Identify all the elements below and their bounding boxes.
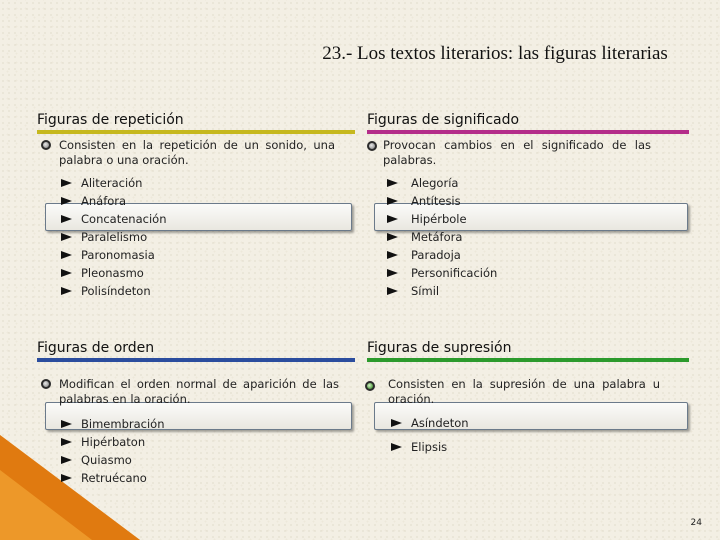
arrow-bullet-icon bbox=[61, 269, 72, 277]
bullet-icon bbox=[41, 379, 51, 389]
heading-orden: Figuras de orden bbox=[37, 340, 155, 356]
arrow-bullet-icon bbox=[391, 443, 402, 451]
rule-repeticion bbox=[37, 130, 355, 134]
corner-decoration-inner bbox=[0, 470, 92, 540]
description-repeticion: Consisten en la repetición de un sonido, una palabra o una oración. bbox=[59, 138, 335, 167]
arrow-bullet-icon bbox=[387, 269, 398, 277]
arrow-bullet-icon bbox=[61, 474, 72, 482]
arrow-bullet-icon bbox=[387, 287, 398, 295]
description-orden: Modifican el orden normal de aparición de las palabras en la oración. bbox=[59, 377, 339, 406]
heading-significado: Figuras de significado bbox=[367, 112, 520, 128]
arrow-bullet-icon bbox=[61, 287, 72, 295]
rule-significado bbox=[367, 130, 689, 134]
arrow-bullet-icon bbox=[387, 179, 398, 187]
description-supresion: Consisten en la supresión de una palabra u oración. bbox=[388, 377, 660, 406]
arrow-bullet-icon bbox=[387, 215, 398, 223]
heading-supresion: Figuras de supresión bbox=[367, 340, 512, 356]
arrow-bullet-icon bbox=[61, 438, 72, 446]
page-number: 24 bbox=[690, 518, 702, 528]
slide-title: 23.- Los textos literarios: las figuras literarias bbox=[322, 43, 668, 64]
arrow-bullet-icon bbox=[61, 197, 72, 205]
arrow-bullet-icon bbox=[61, 215, 72, 223]
heading-repeticion: Figuras de repetición bbox=[37, 112, 184, 128]
arrow-bullet-icon bbox=[387, 233, 398, 241]
rule-orden bbox=[37, 358, 355, 362]
bullet-icon bbox=[365, 381, 375, 391]
arrow-bullet-icon bbox=[61, 179, 72, 187]
arrow-bullet-icon bbox=[387, 251, 398, 259]
arrow-bullet-icon bbox=[391, 419, 402, 427]
arrow-bullet-icon bbox=[61, 251, 72, 259]
rule-supresion bbox=[367, 358, 689, 362]
description-significado: Provocan cambios en el significado de las palabras. bbox=[383, 138, 651, 167]
arrow-bullet-icon bbox=[61, 420, 72, 428]
bullet-icon bbox=[367, 141, 377, 151]
arrow-bullet-icon bbox=[61, 456, 72, 464]
arrow-bullet-icon bbox=[387, 197, 398, 205]
arrow-bullet-icon bbox=[61, 233, 72, 241]
bullet-icon bbox=[41, 140, 51, 150]
